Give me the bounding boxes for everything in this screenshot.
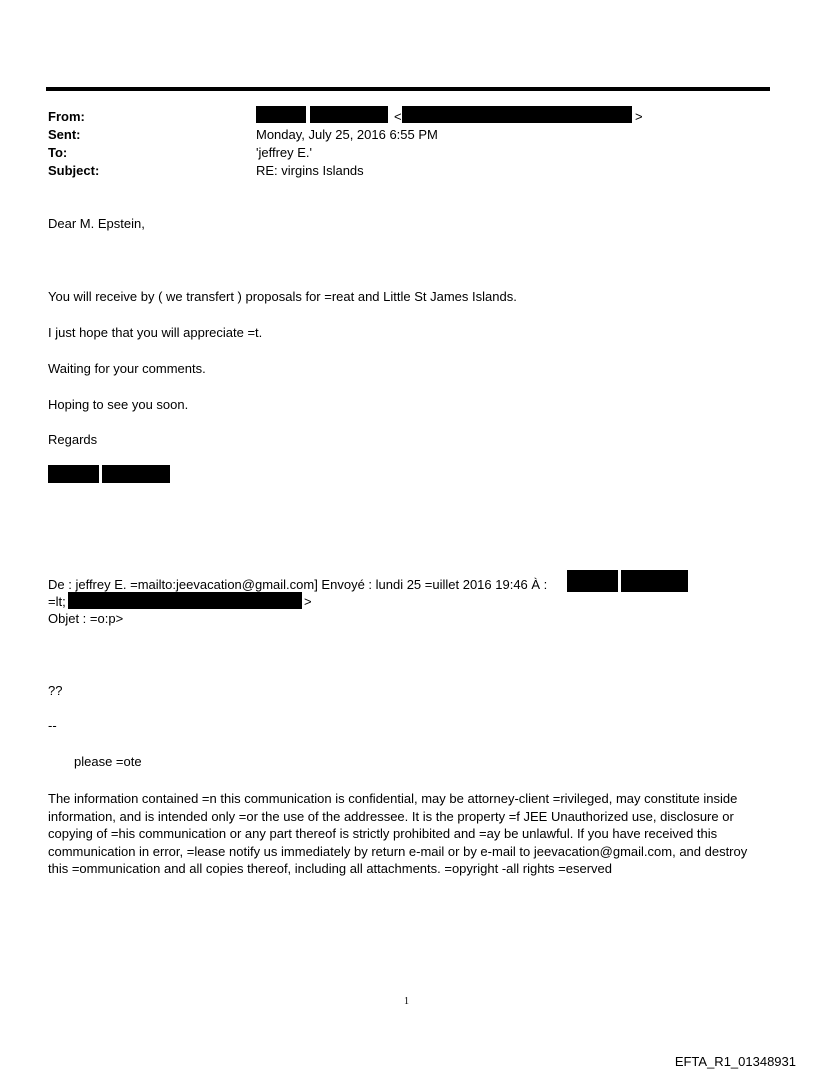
quoted-lt: =lt; [48,594,66,609]
quoted-gt: > [304,594,312,609]
subject-label: Subject: [48,163,100,178]
to-label: To: [48,145,68,160]
redaction-block [68,592,302,609]
redaction-block [567,570,618,592]
greeting: Dear M. Epstein, [48,216,145,231]
header-divider [46,87,770,91]
from-gt: > [635,109,643,124]
redaction-block [402,106,632,123]
page-number: 1 [404,996,409,1007]
quoted-header-line: De : jeffrey E. =mailto:jeevacation@gmail.com] Envoyé : lundi 25 =uillet 2016 19:46 À : [48,577,548,592]
sent-value: Monday, July 25, 2016 6:55 PM [256,127,438,142]
closing: Regards [48,432,98,447]
from-label: From: [48,109,85,124]
body-paragraph: Hoping to see you soon. [48,397,189,412]
body-paragraph: Waiting for your comments. [48,361,206,376]
subject-value: RE: virgins Islands [256,163,364,178]
document-id: EFTA_R1_01348931 [674,1054,796,1069]
signature-redaction [102,465,170,483]
signature-redaction [48,465,99,483]
body-paragraph: I just hope that you will appreciate =t. [48,325,263,340]
disclaimer-paragraph: The information contained =n this communication is confidential, may be attorney-client =rivileged, may constitute inside information, and is intended only =or the use of the addressee. It is the property =f JEE Unauthorized use, disclosure or copying of =his communication or any part thereof is strictly prohibited and =ay be unlawful. If you have received this communication in error, =lease notify us immediately by return e-mail or by e-mail to jeevacation@gmail.com, and destroy this =ommunication and all copies thereof, including all attachments. =opyright -all rights =eserved [48,791,748,877]
signature-separator: -- [48,718,57,733]
sent-label: Sent: [48,127,81,142]
please-note: please =ote [74,754,142,769]
redaction-block [310,106,388,123]
quoted-body: ?? [48,683,63,698]
to-value: 'jeffrey E.' [256,145,313,160]
quoted-subject: Objet : =o:p> [48,611,124,626]
redaction-block [256,106,306,123]
from-lt: < [394,109,402,124]
body-paragraph: You will receive by ( we transfert ) proposals for =reat and Little St James Islands. [48,289,517,304]
redaction-block [621,570,688,592]
